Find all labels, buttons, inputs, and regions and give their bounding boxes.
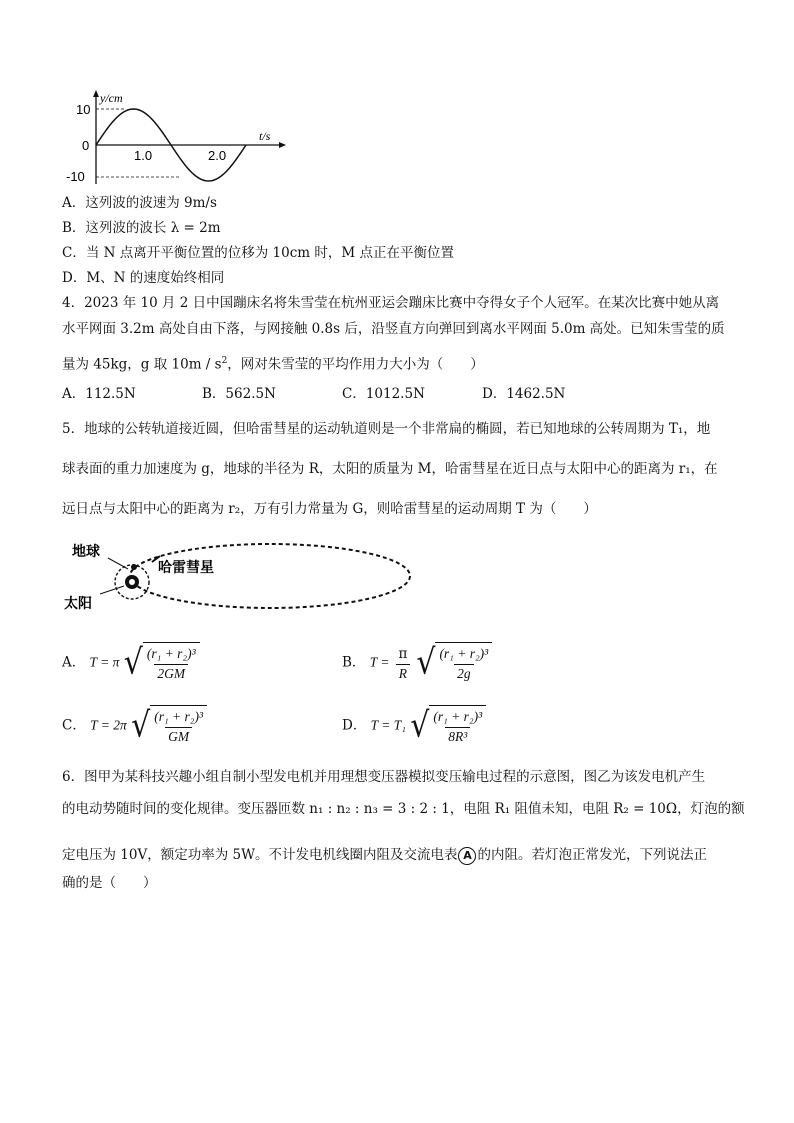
q5-option-b-label: B． <box>342 654 366 671</box>
q5-option-a-pre: T = π <box>89 654 120 670</box>
x-tick-1: 1.0 <box>134 148 153 163</box>
q5-option-a: A． T = π √ $\frac{\text{(r₁ + r₂)³}}{2GM}$ <box>62 642 200 684</box>
q5-d-den: 8R³ <box>445 727 470 746</box>
q4-line-2: 水平网面 3.2m 高处自由下落，与网接触 0.8s 后，沿竖直方向弹回到离水平网面 5.0m 高处。已知朱雪莹的质 <box>62 321 725 337</box>
q5-option-c-pre: T = 2π <box>90 717 127 733</box>
ammeter-icon: A <box>458 847 476 865</box>
q5-c-den: GM <box>165 727 192 746</box>
comet-orbit <box>130 544 410 608</box>
q6-line-3-a: 定电压为 10V，额定功率为 5W。不计发电机线圈内阻及交流电表 <box>62 847 458 863</box>
sun-label: 太阳 <box>64 596 92 612</box>
earth-icon <box>131 564 137 570</box>
q4-option-a: A．112.5N <box>62 386 136 402</box>
wave-graph <box>62 88 292 188</box>
q6-line-2: 的电动势随时间的变化规律。变压器匝数 n₁ : n₂ : n₃ = 3 : 2 : 1，电阻 R₁ 阻值未知，电阻 R₂ = 10Ω，灯泡的额 <box>62 801 745 817</box>
y-tick-0: 0 <box>82 138 90 153</box>
q5-option-b-pre: T = <box>369 654 390 670</box>
q5-c-num: (r₁ + r₂)³ <box>154 709 203 724</box>
q5-b-num: (r₁ + r₂)³ <box>439 646 489 661</box>
y-tick-10: 10 <box>76 102 91 117</box>
q4-line-3-sup: 2 <box>221 356 228 366</box>
q6-line-4: 确的是（ ） <box>62 875 157 891</box>
q6-line-3 <box>62 846 707 865</box>
q5-option-d-pre: T = T₁ <box>370 717 406 733</box>
q5-option-d: D． T = T₁ √ $\frac{\text{(r₁ + r₂)³}}{\text{8R³}}$ <box>342 705 486 747</box>
q5-b-fden: R <box>396 664 410 683</box>
q5-line-3: 远日点与太阳中心的距离为 r₂，万有引力常量为 G，则哈雷彗星的运动周期 T 为（ ） <box>62 501 597 517</box>
q5-b-den: 2g <box>454 664 474 683</box>
q4-option-b: B．562.5N <box>202 386 276 402</box>
q3-option-a: A．这列波的波速为 9m/s <box>62 195 217 211</box>
earth-label: 地球 <box>72 544 100 560</box>
q3-option-b: B．这列波的波长 λ = 2m <box>62 220 221 236</box>
q4-line-3-a: 量为 45kg，g 取 10m / s <box>62 356 222 373</box>
q5-line-1: 5．地球的公转轨道接近圆，但哈雷彗星的运动轨道则是一个非常扁的椭圆，若已知地球的公转周期为 T₁，地 <box>62 421 711 437</box>
q5-option-c-label: C． <box>62 717 86 734</box>
y-tick-neg10: -10 <box>66 169 85 184</box>
x-tick-2: 2.0 <box>208 148 227 163</box>
q5-option-c: C． T = 2π √ $\frac{\text{(r₁ + r₂)³}}{GM}$ <box>62 705 207 747</box>
q3-option-d: D．M、N 的速度始终相同 <box>62 270 225 286</box>
q6-line-3-b: 的内阻。若灯泡正常发光，下列说法正 <box>477 847 707 863</box>
y-axis-label: y/cm <box>100 91 123 105</box>
q5-option-d-label: D． <box>342 717 367 734</box>
q5-option-a-label: A． <box>62 654 86 671</box>
orbit-diagram <box>62 534 422 624</box>
x-axis-label: t/s <box>259 129 271 143</box>
q5-option-b: B． T = $\frac{\pi}{R}$ √ $\frac{\text{(r₁ + r₂)³}}{2g}$ <box>342 642 492 684</box>
q4-line-1: 4．2023 年 10 月 2 日中国蹦床名将朱雪莹在杭州亚运会蹦床比赛中夺得女子个人冠军。在某次比赛中她从离 <box>62 295 720 311</box>
q5-d-num: (r₁ + r₂)³ <box>433 709 483 724</box>
q5-a-den: 2GM <box>154 664 188 683</box>
q5-b-fnum: π <box>398 645 408 662</box>
q4-option-d: D．1462.5N <box>482 386 566 402</box>
comet-label: 哈雷彗星 <box>158 560 214 576</box>
q4-option-c: C．1012.5N <box>342 386 425 402</box>
q4-line-3-b: ，网对朱雪莹的平均作用力大小为（ ） <box>227 356 484 373</box>
q3-option-c: C．当 N 点离开平衡位置的位移为 10cm 时，M 点正在平衡位置 <box>62 245 454 261</box>
q4-line-3 <box>62 352 484 374</box>
q5-a-num: (r₁ + r₂)³ <box>146 646 196 661</box>
q6-line-1: 6．图甲为某科技兴趣小组自制小型发电机并用理想变压器模拟变压输电过程的示意图，图乙为该发电机产生 <box>62 769 706 785</box>
q5-line-2: 球表面的重力加速度为 g，地球的半径为 R，太阳的质量为 M，哈雷彗星在近日点与太阳中心的距离为 r₁，在 <box>62 461 718 477</box>
